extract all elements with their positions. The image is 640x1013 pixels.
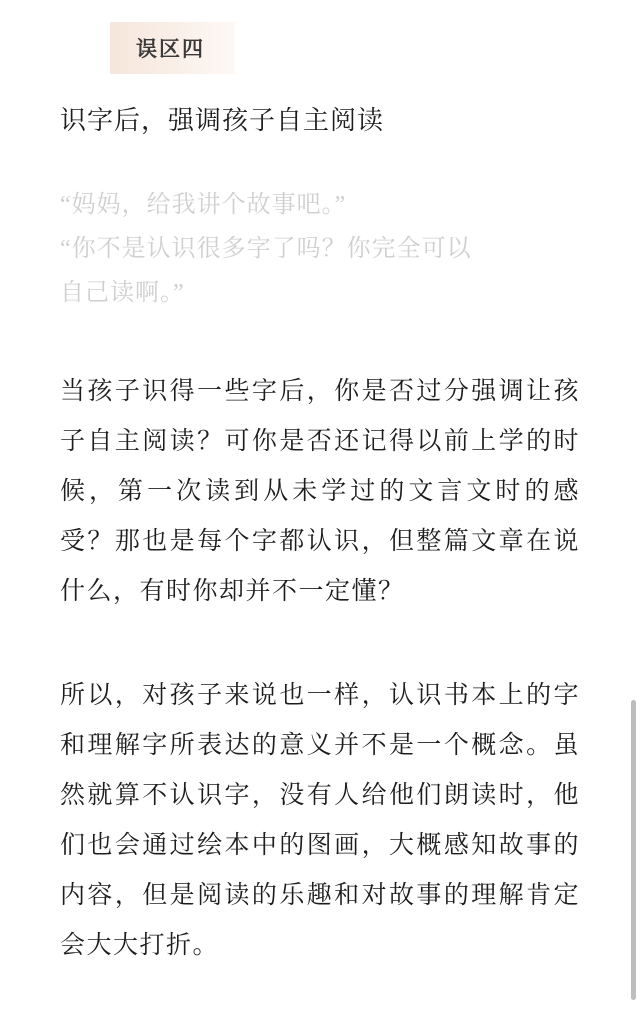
dialogue-quote	[60, 183, 580, 315]
badge-row	[60, 0, 580, 74]
quote-line-1: “妈妈，给我讲个故事吧。”	[60, 192, 347, 218]
quote-line-3: 自己读啊。”	[60, 280, 185, 306]
section-badge: 误区四	[110, 22, 235, 74]
page-title: 识字后，强调孩子自主阅读	[60, 106, 385, 135]
body-paragraph-1: 当孩子识得一些字后，你是否过分强调让孩子自主阅读？可你是否还记得以前上学的时候，第一次读到从未学过的文言文时的感受？那也是每个字都认识，但整篇文章在说什么，有时你却并不一定懂？	[60, 378, 580, 605]
body-paragraph-2: 所以，对孩子来说也一样，认识书本上的字和理解字所表达的意义并不是一个概念。虽然就算不认识字，没有人给他们朗读时，他们也会通过绘本中的图画，大概感知故事的内容，但是阅读的乐趣和对故事的理解肯定会大大打折。	[60, 682, 580, 959]
quote-line-2: “你不是认识很多字了吗？你完全可以	[60, 236, 472, 262]
vertical-scrollbar[interactable]	[631, 700, 636, 1000]
